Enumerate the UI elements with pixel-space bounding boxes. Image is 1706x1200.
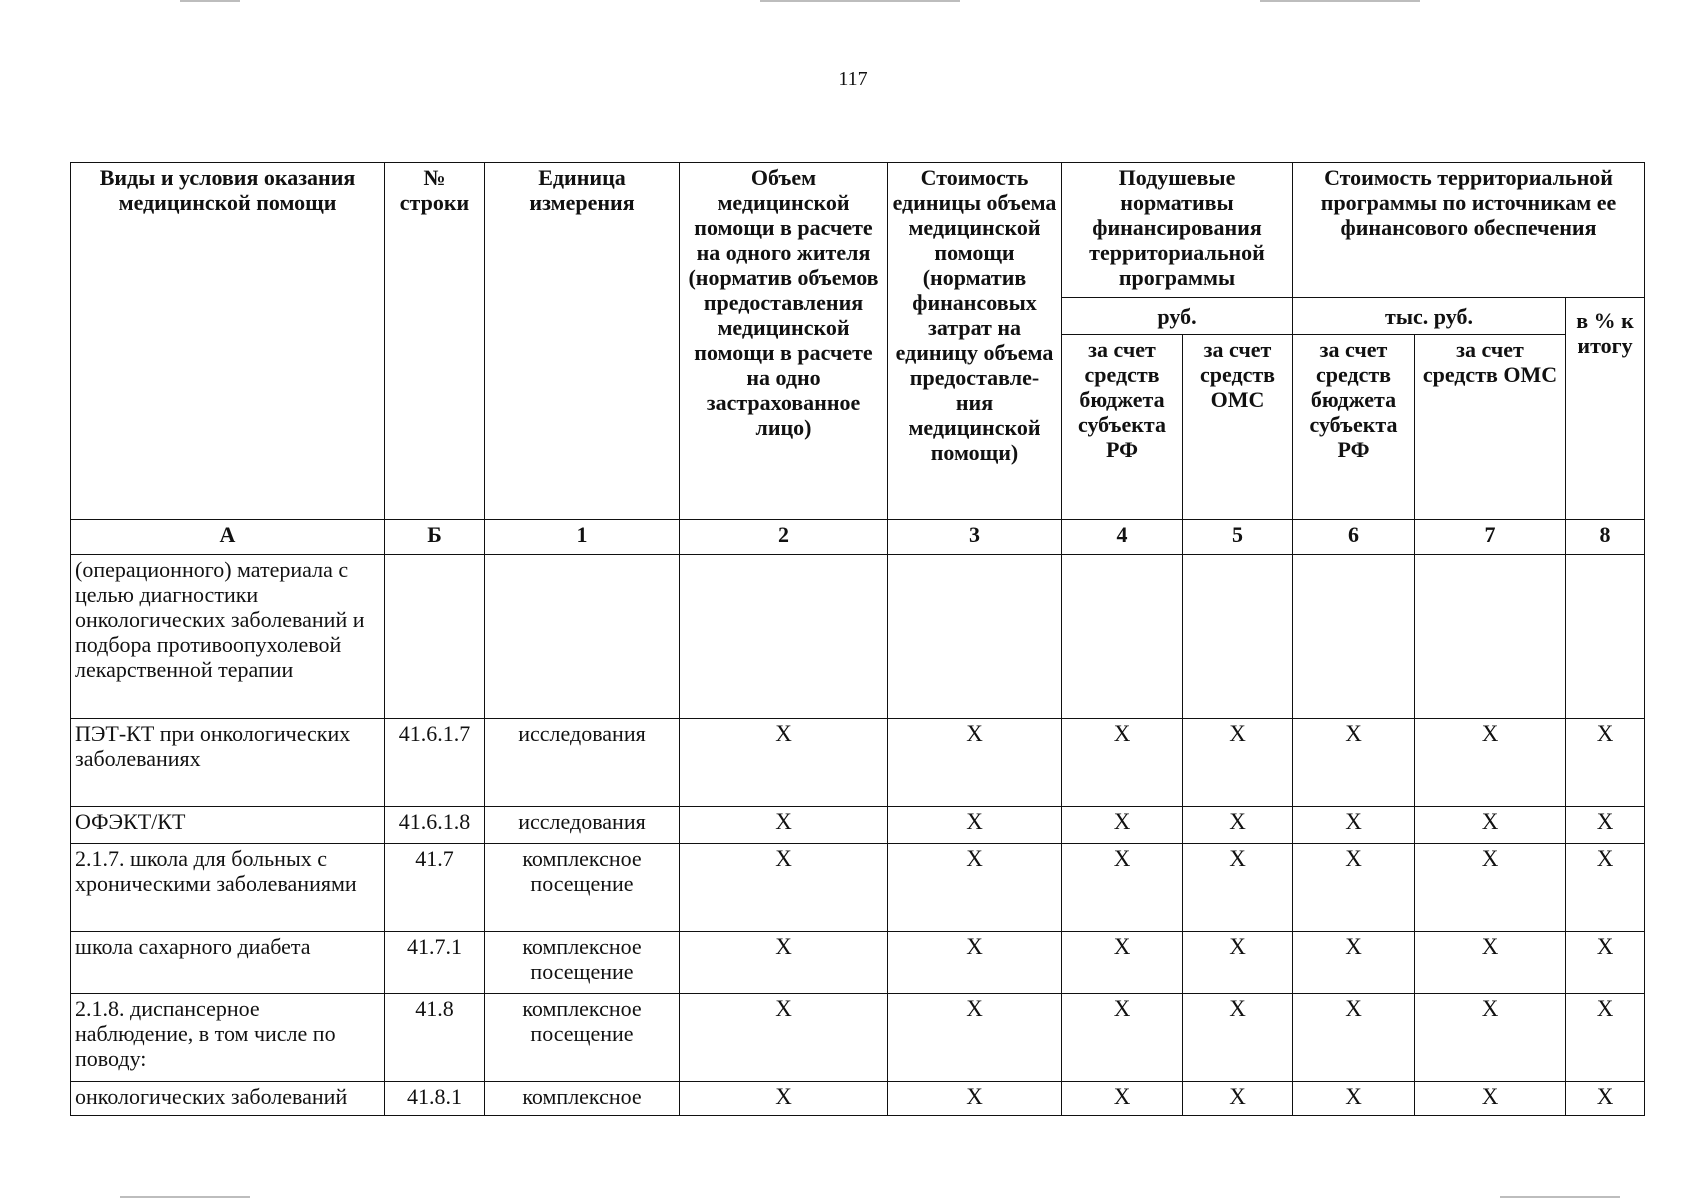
header-rub: руб. xyxy=(1062,298,1293,335)
cell-value: Х xyxy=(680,994,888,1082)
cell-value xyxy=(1415,555,1566,719)
cell-value: Х xyxy=(1062,844,1183,932)
cell-value: Х xyxy=(1293,844,1415,932)
column-index: 1 xyxy=(485,520,680,555)
column-index: 4 xyxy=(1062,520,1183,555)
table-header xyxy=(71,163,1645,555)
header-budget-per-capita: за счет средств бюджета субъекта РФ xyxy=(1062,335,1183,520)
scan-edge-mark xyxy=(1500,1196,1620,1198)
row-name: ОФЭКТ/КТ xyxy=(71,807,385,844)
row-unit xyxy=(485,555,680,719)
cell-value: Х xyxy=(680,807,888,844)
header-oms-per-capita: за счет средств ОМС xyxy=(1183,335,1293,520)
row-name: ПЭТ-КТ при онкологических заболеваниях xyxy=(71,719,385,807)
row-name: 2.1.7. школа для больных с хроническими заболеваниями xyxy=(71,844,385,932)
column-index-row xyxy=(71,520,1645,555)
row-code: 41.6.1.8 xyxy=(385,807,485,844)
row-code xyxy=(385,555,485,719)
table-row xyxy=(71,807,1645,844)
cell-value: Х xyxy=(680,719,888,807)
cell-value: Х xyxy=(1062,719,1183,807)
cell-value xyxy=(1566,555,1645,719)
cell-value: Х xyxy=(1062,807,1183,844)
row-name: 2.1.8. диспансерное наблюдение, в том числе по поводу: xyxy=(71,994,385,1082)
table-row xyxy=(71,1082,1645,1116)
cell-value: Х xyxy=(1293,719,1415,807)
header-unit-cost: Стоимость единицы объема медицинской помощи (норматив финансовых затрат на единицу объема предоставле-ния медицинской помощи) xyxy=(888,163,1062,520)
row-unit: комплексное xyxy=(485,1082,680,1116)
header-per-capita-group: Подушевые нормативы финансирования территориальной программы xyxy=(1062,163,1293,298)
cell-value: Х xyxy=(680,932,888,994)
column-index: А xyxy=(71,520,385,555)
table-row xyxy=(71,932,1645,994)
table-row xyxy=(71,844,1645,932)
financing-table xyxy=(70,162,1645,1116)
cell-value xyxy=(888,555,1062,719)
cell-value: Х xyxy=(1566,994,1645,1082)
row-unit: исследования xyxy=(485,719,680,807)
cell-value: Х xyxy=(1062,932,1183,994)
header-percent-total: в % к итогу xyxy=(1566,298,1645,520)
cell-value: Х xyxy=(1183,994,1293,1082)
cell-value xyxy=(680,555,888,719)
cell-value: Х xyxy=(1183,844,1293,932)
row-code: 41.6.1.7 xyxy=(385,719,485,807)
cell-value: Х xyxy=(1062,1082,1183,1116)
row-name: онкологических заболеваний xyxy=(71,1082,385,1116)
cell-value: Х xyxy=(680,844,888,932)
header-row-number: № строки xyxy=(385,163,485,520)
cell-value: Х xyxy=(888,719,1062,807)
scan-edge-mark xyxy=(1260,0,1420,2)
row-unit: комплексное посещение xyxy=(485,932,680,994)
cell-value: Х xyxy=(1183,932,1293,994)
row-code: 41.8.1 xyxy=(385,1082,485,1116)
column-index: Б xyxy=(385,520,485,555)
cell-value xyxy=(1183,555,1293,719)
row-code: 41.8 xyxy=(385,994,485,1082)
cell-value: Х xyxy=(1415,719,1566,807)
cell-value: Х xyxy=(1566,719,1645,807)
row-name: школа сахарного диабета xyxy=(71,932,385,994)
cell-value: Х xyxy=(888,844,1062,932)
cell-value: Х xyxy=(1415,932,1566,994)
header-program-cost-group: Стоимость территориальной программы по источникам ее финансового обеспечения xyxy=(1293,163,1645,298)
row-unit: комплексное посещение xyxy=(485,994,680,1082)
column-index: 7 xyxy=(1415,520,1566,555)
header-thousand-rub: тыс. руб. xyxy=(1293,298,1566,335)
header-budget-cost: за счет средств бюджета субъекта РФ xyxy=(1293,335,1415,520)
row-unit: исследования xyxy=(485,807,680,844)
table-row xyxy=(71,555,1645,719)
table-row xyxy=(71,994,1645,1082)
header-volume: Объем медицинской помощи в расчете на одного жителя (норматив объемов предоставления медицинской помощи в расчете на одно застрахованное лицо) xyxy=(680,163,888,520)
column-index: 6 xyxy=(1293,520,1415,555)
cell-value: Х xyxy=(888,932,1062,994)
column-index: 8 xyxy=(1566,520,1645,555)
scan-edge-mark xyxy=(120,1196,250,1198)
cell-value: Х xyxy=(1566,844,1645,932)
cell-value: Х xyxy=(1293,994,1415,1082)
column-index: 2 xyxy=(680,520,888,555)
column-index: 3 xyxy=(888,520,1062,555)
cell-value: Х xyxy=(1183,1082,1293,1116)
cell-value: Х xyxy=(1183,807,1293,844)
header-unit: Единица измерения xyxy=(485,163,680,520)
cell-value: Х xyxy=(1566,932,1645,994)
cell-value xyxy=(1293,555,1415,719)
scan-edge-mark xyxy=(180,0,240,2)
cell-value: Х xyxy=(1293,807,1415,844)
row-code: 41.7.1 xyxy=(385,932,485,994)
cell-value: Х xyxy=(680,1082,888,1116)
cell-value xyxy=(1062,555,1183,719)
cell-value: Х xyxy=(888,1082,1062,1116)
table-row xyxy=(71,719,1645,807)
header-oms-cost: за счет средств ОМС xyxy=(1415,335,1566,520)
row-unit: комплексное посещение xyxy=(485,844,680,932)
row-code: 41.7 xyxy=(385,844,485,932)
cell-value: Х xyxy=(888,807,1062,844)
cell-value: Х xyxy=(1183,719,1293,807)
column-index: 5 xyxy=(1183,520,1293,555)
page-number: 117 xyxy=(838,68,868,90)
cell-value: Х xyxy=(1293,932,1415,994)
cell-value: Х xyxy=(1062,994,1183,1082)
cell-value: Х xyxy=(1415,807,1566,844)
row-name: (операционного) материала с целью диагностики онкологических заболеваний и подбора противоопухолевой лекарственной терапии xyxy=(71,555,385,719)
header-kind: Виды и условия оказания медицинской помощи xyxy=(71,163,385,520)
cell-value: Х xyxy=(1415,1082,1566,1116)
cell-value: Х xyxy=(1293,1082,1415,1116)
scan-edge-mark xyxy=(760,0,960,2)
table-body xyxy=(71,555,1645,1116)
cell-value: Х xyxy=(1415,844,1566,932)
cell-value: Х xyxy=(888,994,1062,1082)
cell-value: Х xyxy=(1566,1082,1645,1116)
cell-value: Х xyxy=(1415,994,1566,1082)
cell-value: Х xyxy=(1566,807,1645,844)
